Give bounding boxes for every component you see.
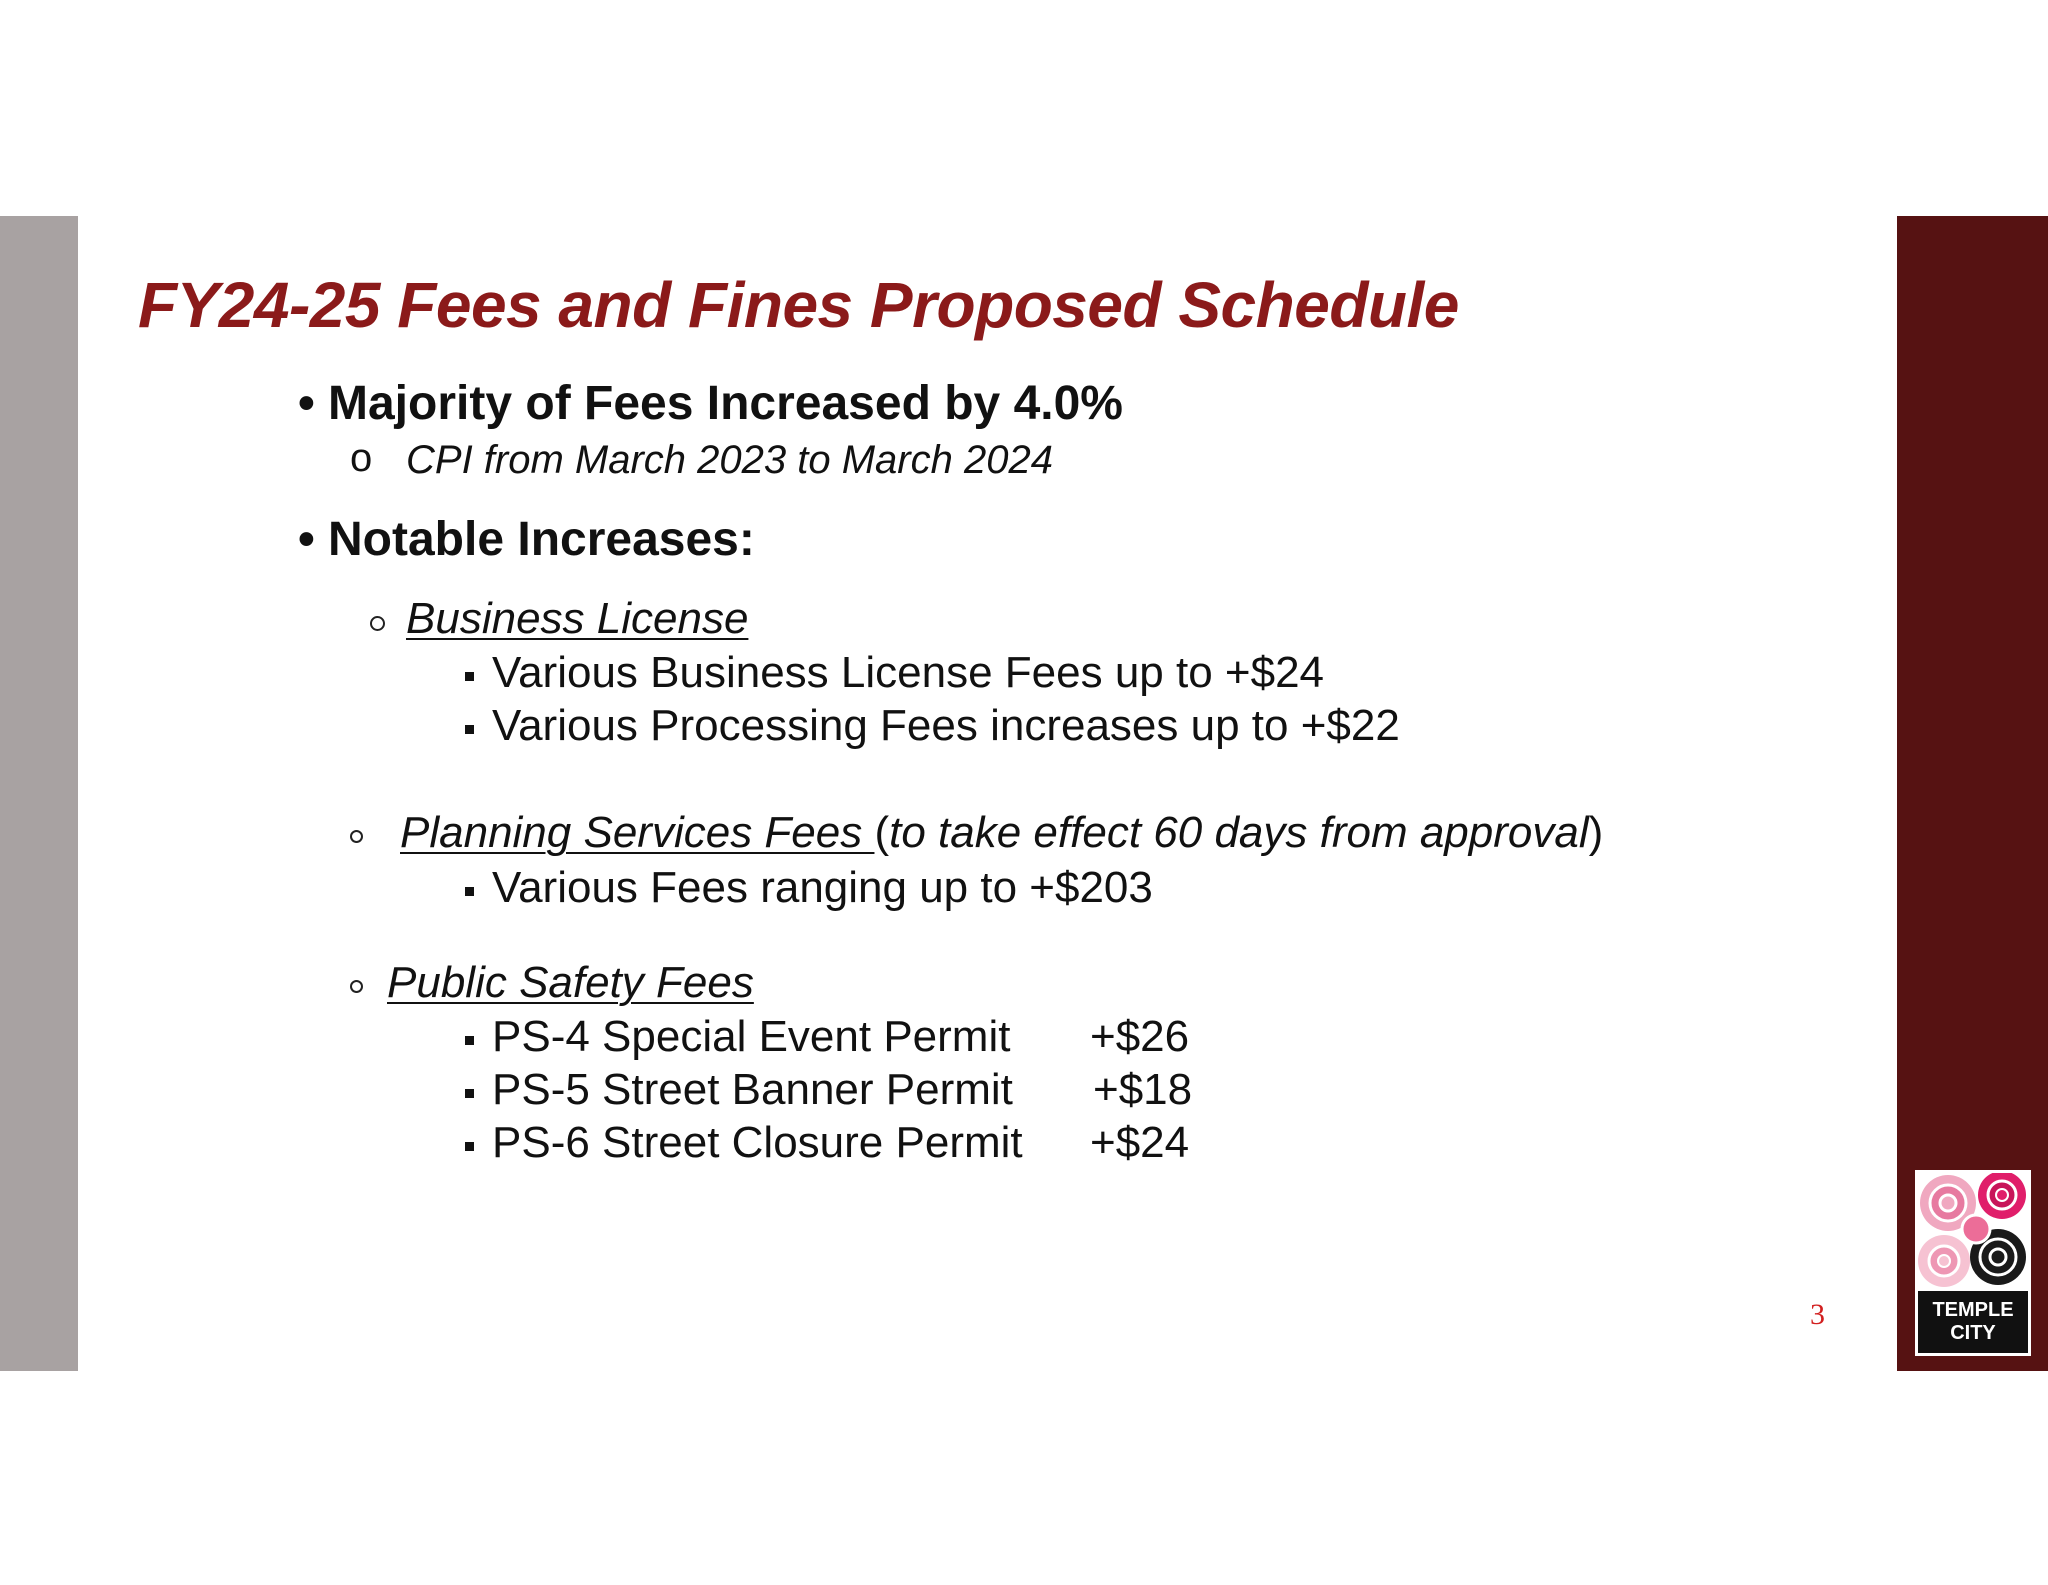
logo-line-1: TEMPLE bbox=[1932, 1299, 2014, 1321]
square-bullet-icon bbox=[465, 1089, 474, 1098]
hollow-o-icon: o bbox=[350, 436, 373, 480]
permit-amount: +$24 bbox=[1090, 1118, 1190, 1167]
list-item-text: Various Fees ranging up to +$203 bbox=[492, 863, 1153, 912]
notable-text: Notable Increases: bbox=[328, 513, 755, 566]
list-item-text: Various Processing Fees increases up to +$22 bbox=[492, 701, 1400, 750]
permit-name: PS-4 Special Event Permit bbox=[492, 1012, 1011, 1061]
permit-name: PS-6 Street Closure Permit bbox=[492, 1118, 1023, 1167]
planning-services-label: Planning Services Fees bbox=[400, 808, 875, 857]
square-bullet-icon bbox=[465, 1036, 474, 1045]
rose-pattern-icon bbox=[1918, 1173, 2028, 1291]
planning-note: to take effect 60 days from approval bbox=[889, 808, 1589, 857]
permit-amount: +$18 bbox=[1093, 1065, 1193, 1114]
logo-line-2: CITY bbox=[1950, 1322, 1996, 1344]
square-bullet-icon bbox=[465, 887, 474, 896]
paren-close: ) bbox=[1588, 808, 1604, 857]
hollow-circle-icon bbox=[370, 616, 385, 631]
slide bbox=[0, 216, 2048, 1371]
square-bullet-icon bbox=[465, 1142, 474, 1151]
public-safety-label: Public Safety Fees bbox=[387, 958, 754, 1007]
logo-wordmark bbox=[1918, 1291, 2028, 1353]
bullet-dot-icon: • bbox=[298, 377, 315, 430]
square-bullet-icon bbox=[465, 672, 474, 681]
page-number: 3 bbox=[1810, 1298, 1825, 1331]
paren-open: ( bbox=[874, 808, 890, 857]
business-license-label: Business License bbox=[406, 594, 749, 643]
left-accent-bar bbox=[0, 216, 78, 1371]
list-item-text: Various Business License Fees up to +$24 bbox=[492, 648, 1325, 697]
majority-text: Majority of Fees Increased by 4.0% bbox=[328, 377, 1123, 430]
planning-services-line bbox=[400, 808, 1603, 858]
cpi-text: CPI from March 2023 to March 2024 bbox=[406, 438, 1053, 482]
bullet-dot-icon: • bbox=[298, 513, 315, 566]
permit-name: PS-5 Street Banner Permit bbox=[492, 1065, 1013, 1114]
slide-title: FY24-25 Fees and Fines Proposed Schedule bbox=[138, 269, 1459, 341]
permit-amount: +$26 bbox=[1090, 1012, 1190, 1061]
temple-city-logo bbox=[1915, 1170, 2031, 1356]
hollow-circle-icon bbox=[350, 830, 363, 843]
hollow-circle-icon bbox=[350, 980, 363, 993]
square-bullet-icon bbox=[465, 725, 474, 734]
